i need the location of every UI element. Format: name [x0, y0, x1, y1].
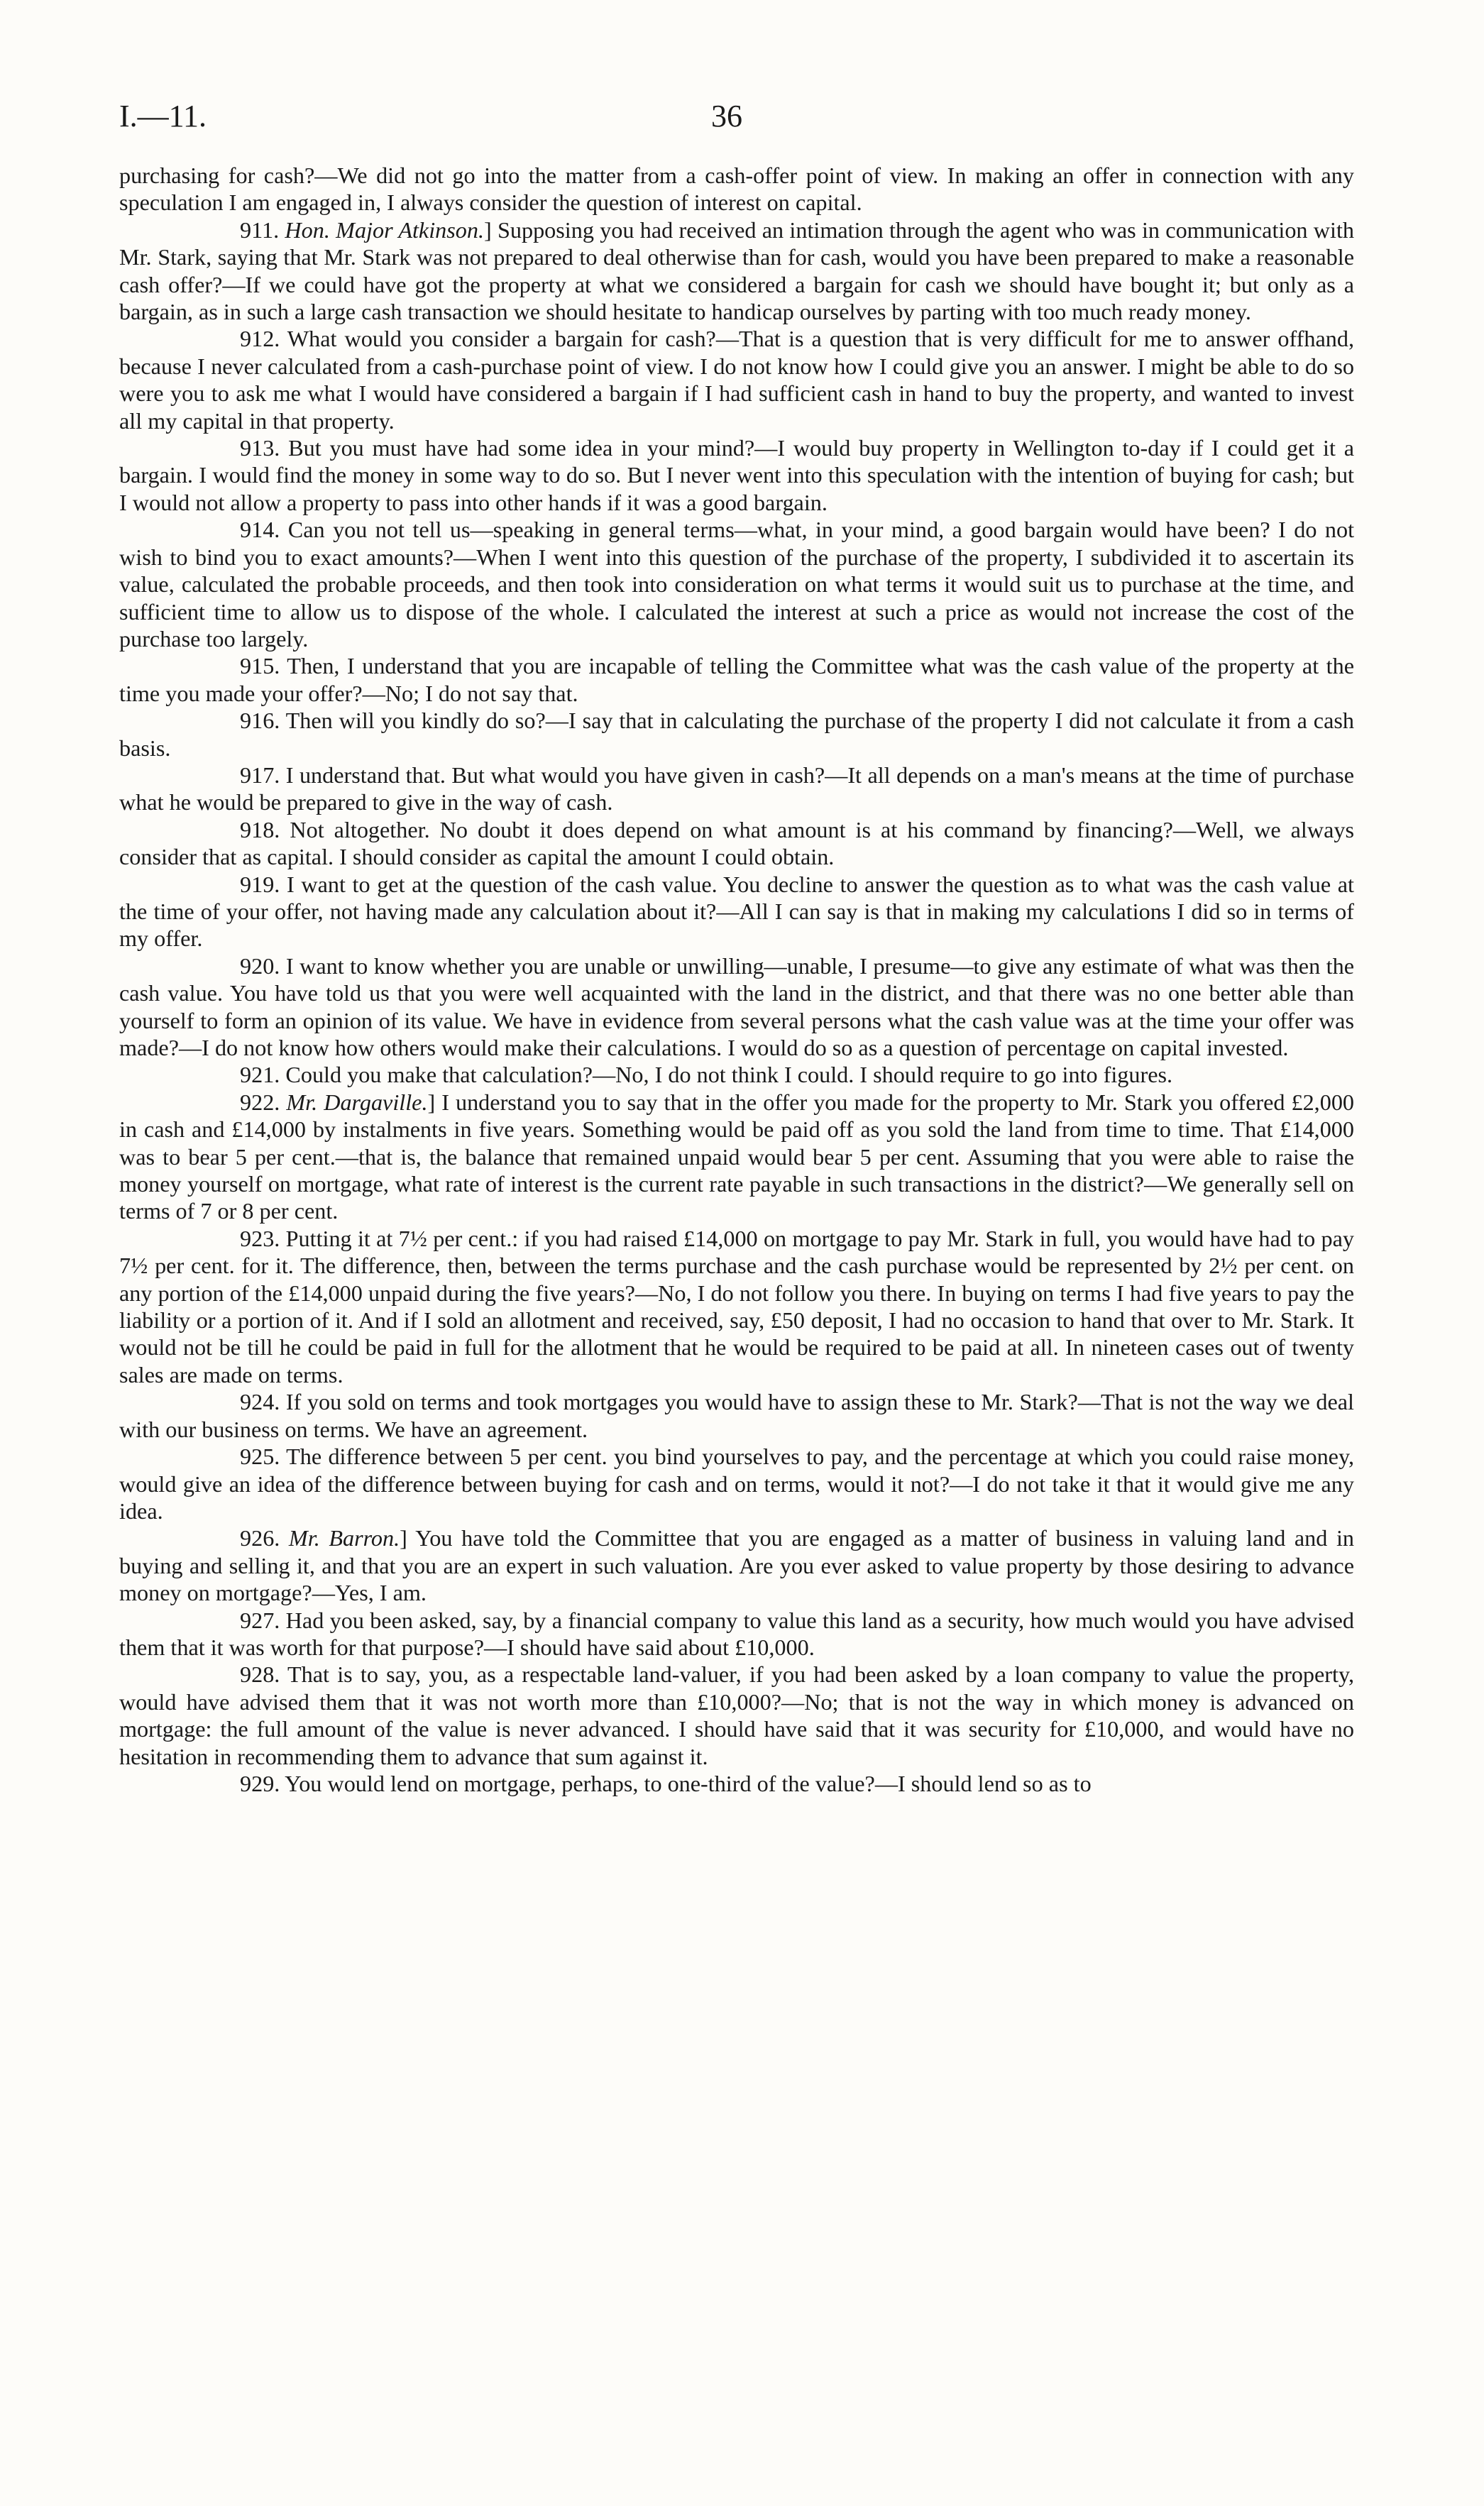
paragraph: [119, 1443, 1354, 1524]
paragraph-number: 915.: [240, 653, 280, 679]
speaker-name: Hon. Major Atkinson.: [285, 216, 485, 243]
document-reference: I.—11.: [119, 99, 207, 133]
paragraph-number: 918.: [240, 816, 280, 842]
paragraph: [119, 434, 1354, 516]
paragraph-text: Can you not tell us—speaking in general terms—what, in your mind, a good bargain would have been? I do not wish to bind you to exact amounts?—When I went into this question of the purchase of the property, I subdivided it to ascertain its value, calculated the probable proceeds, and then took into consideration on what terms it would suit us to purchase at the time, and sufficient time to allow us to dispose of the whole. I calculated the interest at such a price as would not increase the cost of the purchase too largely.: [119, 517, 1355, 652]
paragraph: [119, 162, 1354, 216]
paragraph: [119, 1061, 1354, 1088]
paragraph-number: 919.: [240, 871, 280, 897]
paragraph-text: Putting it at 7½ per cent.: if you had raised £14,000 on mortgage to pay Mr. Stark in full, you would have had to pay 7½ per cent. for it. The difference, then, between the terms purchase and the cash purchase would be represented by 2½ per cent. on any portion of the £14,000 unpaid during the five years?—No, I do not follow you there. In buying on terms I had five years to pay the liability or a portion of it. And if I sold an allotment and received, say, £50 deposit, I had no occasion to hand that over to Mr. Stark. It would not be till he could be paid in full for the allotment that he would be required to be paid at all. In nineteen cases out of twenty sales are made on terms.: [119, 1225, 1355, 1387]
paragraph-number: 926.: [240, 1525, 280, 1551]
paragraph-number: 922.: [240, 1089, 280, 1115]
paragraph-text: I want to know whether you are unable or unwilling—unable, I presume—to give any estimate of what was then the cash value. You have told us that you were well acquainted with the land in the district, and that there was no one better able than yourself to form an opinion of its value. We have in evidence from several persons what the cash value was at the time your offer was made?—I do not know how others would make their calculations. I would do so as a question of percentage on capital invested.: [119, 952, 1355, 1060]
paragraph-number: 928.: [240, 1661, 280, 1688]
paragraph: [119, 762, 1354, 816]
paragraph-number: 912.: [240, 326, 280, 352]
paragraph: [119, 1661, 1354, 1770]
paragraph-number: 923.: [240, 1225, 280, 1251]
paragraph-text: ] I understand you to say that in the offer you made for the property to Mr. Stark you offered £2,000 in cash and £14,000 by instalments in five years. Something would be paid off as you sold the land from time to time. That £14,000 was to bear 5 per cent.—that is, the balance that remained unpaid would bear 5 per cent. Assuming that you were able to raise the money yourself on mortgage, what rate of interest is the current rate payable in such transactions in the district?—We generally sell on terms of 7 or 8 per cent.: [119, 1089, 1355, 1224]
paragraph: [119, 816, 1354, 871]
paragraph-number: 913.: [240, 435, 280, 461]
paragraph-number: 911.: [240, 216, 280, 243]
paragraph-text: I want to get at the question of the cash value. You decline to answer the question as to what was the cash value at the time of your offer, not having made any calculation about it?—All I can say is that in making my calculations I did so in terms of my offer.: [119, 871, 1354, 952]
paragraph-number: 921.: [240, 1062, 280, 1088]
page-number: 36: [711, 99, 742, 133]
paragraph-number: 914.: [240, 517, 280, 543]
paragraph-text: Could you make that calculation?—No, I do not think I could. I should require to go into figures.: [285, 1062, 1173, 1088]
paragraph-number: 929.: [240, 1770, 280, 1796]
paragraph: [119, 516, 1354, 652]
paragraph-number: 916.: [240, 708, 280, 734]
paragraph-text: ] You have told the Committee that you are engaged as a matter of business in valuing land and in buying and selling it, and that you are an expert in such valuation. Are you ever asked to value property by those desiring to advance money on mortgage?—Yes, I am.: [119, 1525, 1354, 1606]
paragraph: [119, 952, 1354, 1062]
paragraph-text: purchasing for cash?—We did not go into the matter from a cash-offer point of view. In making an offer in connection with any speculation I am engaged in, I always consider the question of interest on capital.: [119, 163, 1354, 216]
paragraph-text: But you must have had some idea in your mind?—I would buy property in Wellington to-day if I could get it a bargain. I would find the money in some way to do so. But I never went into this speculation with the intention of buying for cash; but I would not allow a property to pass into other hands if it was a good bargain.: [119, 435, 1354, 515]
paragraph: [119, 1770, 1354, 1797]
paragraph-text: I understand that. But what would you have given in cash?—It all depends on a man's means at the time of purchase what he would be prepared to give in the way of cash.: [119, 762, 1354, 815]
paragraph-text: That is to say, you, as a respectable land-valuer, if you had been asked by a loan company to value the property, would have advised them that it was not worth more than £10,000?—No; that is not the way in which money is advanced on mortgage: the full amount of the value is never advanced. I should have said that it was security for £10,000, and would have no hesitation in recommending them to advance that sum against it.: [119, 1661, 1354, 1769]
paragraph: [119, 652, 1354, 707]
paragraph: [119, 1225, 1354, 1388]
paragraph: [119, 1607, 1354, 1661]
paragraph-text: Not altogether. No doubt it does depend on what amount is at his command by financing?—Well, we always consider that as capital. I should consider as capital the amount I could obtain.: [119, 816, 1355, 870]
speaker-name: Mr. Barron.: [288, 1525, 400, 1551]
paragraph: [119, 216, 1354, 326]
paragraph-number: 925.: [240, 1444, 280, 1470]
paragraph-number: 917.: [240, 762, 280, 788]
paragraph-number: 920.: [240, 952, 280, 979]
paragraph: [119, 325, 1354, 434]
paragraph-text: The difference between 5 per cent. you bind yourselves to pay, and the percentage at which you could raise money, would give an idea of the difference between buying for cash and on terms, would it not?—I do not take it that it would give me any idea.: [119, 1444, 1355, 1524]
paragraph-text: What would you consider a bargain for cash?—That is a question that is very difficult for me to answer offhand, because I never calculated from a cash-purchase point of view. I do not know how I could give you an answer. I might be able to do so were you to ask me what I would have considered a bargain if I had sufficient cash in hand to buy the property, and wanted to invest all my capital in that property.: [119, 326, 1354, 434]
document-body: [119, 162, 1354, 1797]
paragraph: [119, 707, 1354, 762]
paragraph-text: Had you been asked, say, by a financial company to value this land as a security, how much would you have advised them that it was worth for that purpose?—I should have said about £10,000.: [119, 1607, 1355, 1660]
paragraph: [119, 1089, 1354, 1225]
paragraph-text: Then will you kindly do so?—I say that in calculating the purchase of the property I did not calculate it from a cash basis.: [119, 708, 1355, 761]
paragraph-number: 927.: [240, 1607, 280, 1633]
page-header: [99, 98, 1385, 141]
paragraph: [119, 1524, 1354, 1606]
paragraph: [119, 871, 1354, 952]
paragraph-text: ] Supposing you had received an intimation through the agent who was in communication with Mr. Stark, saying that Mr. Stark was not prepared to deal otherwise than for cash, would you have been prepared to make a reasonable cash offer?—If we could have got the property at what we considered a bargain for cash we should have bought it; but only as a bargain, as in such a large cash transaction we should hesitate to handicap ourselves by parting with too much ready money.: [119, 216, 1355, 325]
paragraph-number: 924.: [240, 1389, 280, 1415]
paragraph: [119, 1388, 1354, 1443]
speaker-name: Mr. Dargaville.: [286, 1089, 428, 1115]
paragraph-text: You would lend on mortgage, perhaps, to one-third of the value?—I should lend so as to: [285, 1770, 1092, 1796]
paragraph-text: If you sold on terms and took mortgages you would have to assign these to Mr. Stark?—That is not the way we deal with our business on terms. We have an agreement.: [119, 1389, 1354, 1442]
paragraph-text: Then, I understand that you are incapable of telling the Committee what was the cash value of the property at the time you made your offer?—No; I do not say that.: [119, 653, 1354, 706]
